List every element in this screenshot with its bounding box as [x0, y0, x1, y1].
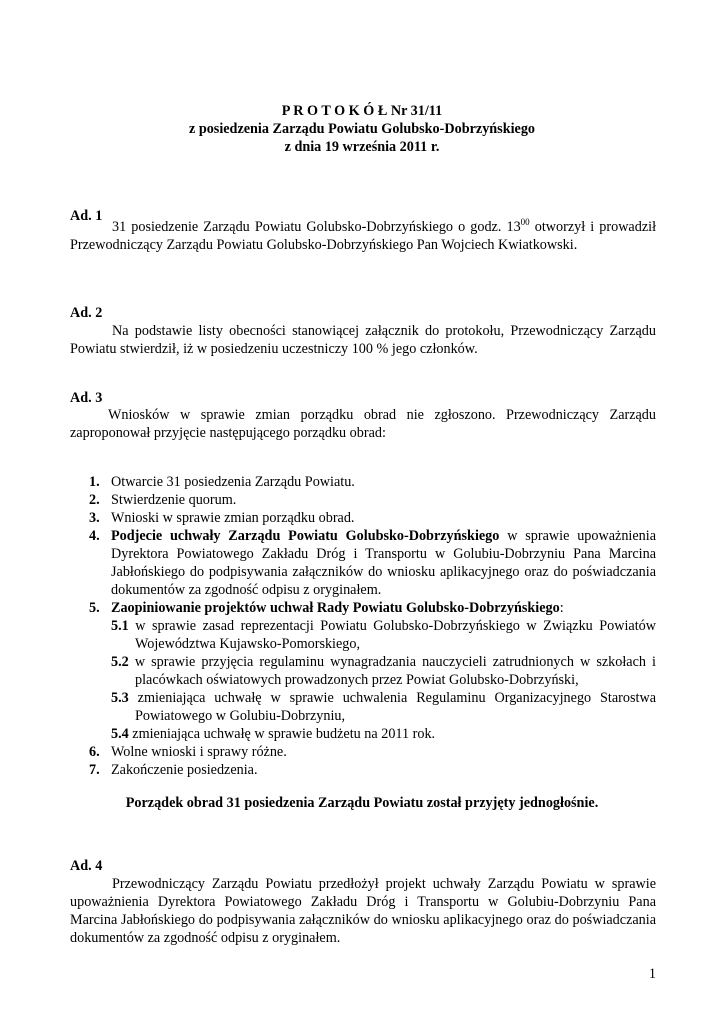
agenda-item-number: 3.: [89, 510, 100, 526]
agenda-item-text: Stwierdzenie quorum.: [111, 492, 237, 508]
agenda-accepted-statement: Porządek obrad 31 posiedzenia Zarządu Powiatu został przyjęty jednogłośnie.: [125, 795, 599, 811]
agenda-item-text: Zakończenie posiedzenia.: [111, 762, 258, 778]
agenda-subitem-number: 5.1: [111, 618, 129, 634]
agenda-item: [70, 761, 656, 779]
agenda-subitem: [111, 617, 656, 653]
agenda-subitem-text: zmieniająca uchwałę w sprawie uchwalenia Regulaminu Organizacyjnego Starostwa Powiatowego w Golubiu-Dobrzyniu,: [128, 690, 656, 724]
agenda-item: [70, 599, 656, 743]
agenda-item-number: 1.: [89, 474, 100, 490]
agenda-subitem-text: w sprawie zasad reprezentacji Powiatu Golubsko-Dobrzyńskiego w Związku Powiatów Województwa Kujawsko-Pomorskiego,: [128, 618, 656, 652]
agenda-item-bold-text: Podjecie uchwały Zarządu Powiatu Golubsko-Dobrzyńskiego: [111, 528, 500, 544]
ad1-heading: Ad. 1: [70, 208, 103, 224]
ad1-text-end: otworzył i prowadził Przewodniczący Zarządu Powiatu Golubsko-Dobrzyńskiego Pan Wojciech Kwiatkowski.: [70, 219, 657, 253]
agenda-item-number: 2.: [89, 492, 100, 508]
agenda-item: [70, 743, 656, 761]
document-subtitle: z posiedzenia Zarządu Powiatu Golubsko-Dobrzyńskiego: [188, 121, 536, 137]
agenda-item-number: 4.: [89, 528, 100, 544]
agenda-item: [70, 491, 656, 509]
document-title: P R O T O K Ó Ł Nr 31/11: [281, 103, 443, 119]
ad4-heading: Ad. 4: [70, 858, 103, 874]
ad3-heading: Ad. 3: [70, 390, 103, 406]
ad1-time-superscript: 00: [520, 217, 530, 227]
ad2-heading: Ad. 2: [70, 305, 103, 321]
agenda-subitem-number: 5.3: [111, 690, 129, 706]
agenda-subitem: [111, 689, 656, 725]
agenda-item-colon: :: [559, 600, 564, 616]
agenda-item-text: Otwarcie 31 posiedzenia Zarządu Powiatu.: [111, 474, 355, 490]
ad4-paragraph: Przewodniczący Zarządu Powiatu przedłożył projekt uchwały Zarządu Powiatu w sprawie upoważnienia Dyrektora Powiatowego Zakładu Dróg i Transportu w Golubiu-Dobrzyniu Pana Marcina Jabłońskiego do podpisywania załączników do wniosku aplikacyjnego oraz do poświadczania dokumentów za zgodność odpisu z oryginałem.: [70, 876, 656, 946]
agenda-item: [70, 527, 656, 599]
agenda-item-number: 5.: [89, 600, 100, 616]
ad1-text-start: 31 posiedzenie Zarządu Powiatu Golubsko-Dobrzyńskiego o godz. 13: [112, 219, 521, 235]
agenda-subitem-number: 5.4: [111, 726, 129, 742]
ad2-paragraph: Na podstawie listy obecności stanowiącej załącznik do protokołu, Przewodniczący Zarządu Powiatu stwierdził, iż w posiedzeniu uczestniczy 100 % jego członków.: [70, 323, 656, 357]
agenda-subitem-text: w sprawie przyjęcia regulaminu wynagradzania nauczycieli zatrudnionych w szkołach i placówkach oświatowych prowadzonych przez Powiat Golubsko-Dobrzyński,: [128, 654, 656, 688]
agenda-item: [70, 509, 656, 527]
document-date: z dnia 19 września 2011 r.: [284, 139, 440, 155]
agenda-item-bold-text: Zaopiniowanie projektów uchwał Rady Powiatu Golubsko-Dobrzyńskiego: [111, 600, 560, 616]
agenda-subitem: [111, 653, 656, 689]
agenda-item-text: Wolne wnioski i sprawy różne.: [111, 744, 287, 760]
agenda-item: [70, 473, 656, 491]
agenda-subitem-number: 5.2: [111, 654, 129, 670]
agenda-item-number: 6.: [89, 744, 100, 760]
ad1-paragraph: [70, 218, 656, 254]
agenda-subitem: [111, 725, 656, 743]
agenda-item-number: 7.: [89, 762, 100, 778]
agenda-subitem-text: zmieniająca uchwałę w sprawie budżetu na 2011 rok.: [128, 726, 436, 742]
ad3-paragraph: Wniosków w sprawie zmian porządku obrad nie zgłoszono. Przewodniczący Zarządu zaproponował przyjęcie następującego porządku obrad:: [70, 407, 656, 441]
page-number: 1: [648, 966, 656, 982]
agenda-item-text: w sprawie upoważnienia Dyrektora Powiatowego Zakładu Dróg i Transportu w Golubiu-Dobrzyniu Pana Marcina Jabłońskiego do podpisywania załączników do wniosku aplikacyjnego oraz do poświadczania dokumentów za zgodność odpisu z oryginałem.: [111, 528, 656, 598]
agenda-list: [70, 473, 656, 779]
agenda-item-text: Wnioski w sprawie zmian porządku obrad.: [111, 510, 355, 526]
